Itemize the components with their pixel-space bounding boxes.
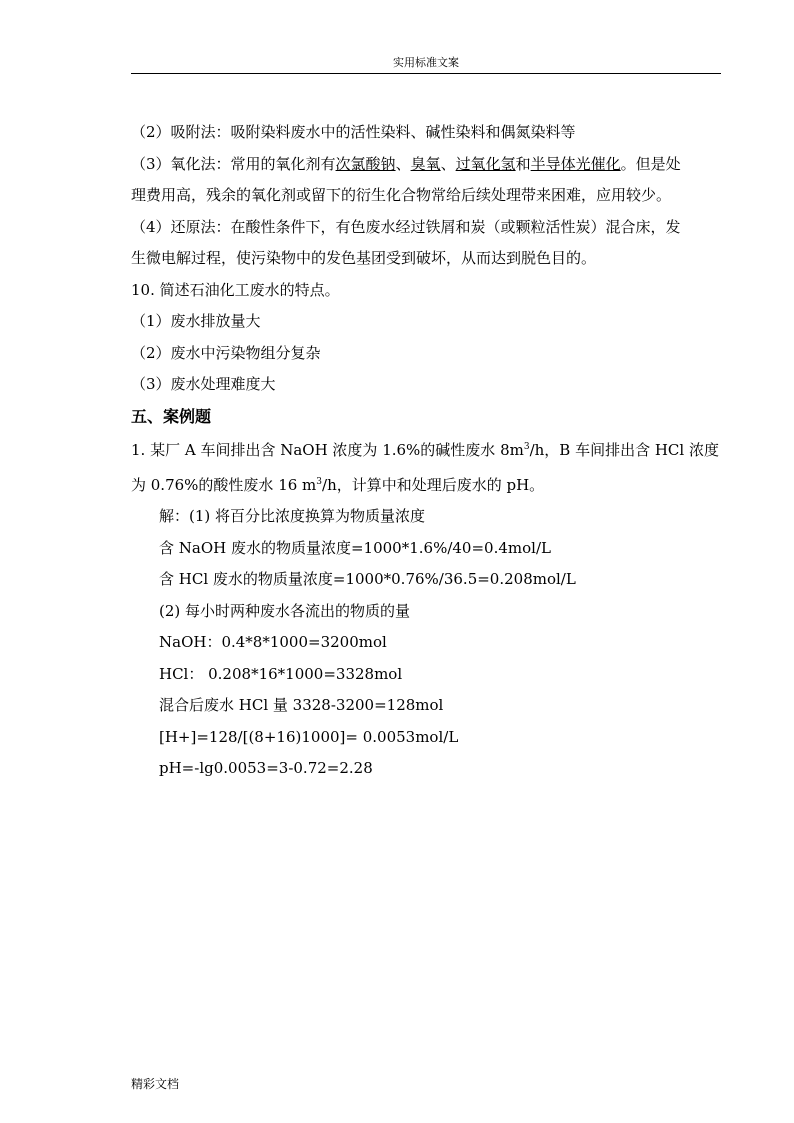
- solution-line: pH=-lg0.0053=3-0.72=2.28: [159, 759, 373, 777]
- underlined-term: 臭氧: [410, 154, 441, 173]
- solution-line: 解：(1) 将百分比浓度换算为物质量浓度: [159, 507, 426, 525]
- list-item: （1）废水排放量大: [131, 312, 261, 330]
- solution-line: (2) 每小时两种废水各流出的物质的量: [159, 601, 411, 620]
- solution-line: 含 NaOH 废水的物质量浓度=1000*1.6%/40=0.4mol/L: [159, 538, 551, 557]
- solution-line: 混合后废水 HCl 量 3328-3200=128mol: [159, 696, 444, 714]
- text-line: 生微电解过程，使污染物中的发色基团受到破坏，从而达到脱色目的。: [131, 249, 597, 267]
- text-line: 理费用高，残余的氧化剂或留下的衍生化合物常给后续处理带来困难，应用较少。: [131, 186, 672, 204]
- list-item: （3）废水处理难度大: [131, 375, 276, 393]
- list-item: （2）废水中污染物组分复杂: [131, 343, 321, 362]
- text-line: （4）还原法：在酸性条件下，有色废水经过铁屑和炭（或颗粒活性炭）混合床，发: [131, 217, 681, 236]
- underlined-term: 次氯酸钠: [335, 154, 396, 173]
- text-line: 为 0.76%的酸性废水 16 $m^3/h$，计算中和处理后废水的 pH。: [131, 475, 545, 494]
- text-line: （3）氧化法：常用的氧化剂有次氯酸钠、臭氧、过氧化氢和半导体光催化。但是处: [131, 154, 681, 173]
- document-body: [131, 117, 721, 785]
- underlined-term: 过氧化氢: [455, 154, 516, 173]
- page-header: 实用标准文案: [393, 56, 459, 69]
- text-line: （2）吸附法：吸附染料废水中的活性染料、碱性染料和偶氮染料等: [131, 123, 576, 141]
- underlined-term: 半导体光催化: [530, 154, 621, 173]
- solution-line: [H+]=128/[(8+16)1000]= 0.0053mol/L: [159, 727, 459, 746]
- question-title: 10. 简述石油化工废水的特点。: [131, 280, 340, 299]
- section-heading: 五、案例题: [131, 406, 212, 426]
- solution-line: NaOH：0.4*8*1000=3200mol: [159, 633, 387, 651]
- solution-line: HCl： 0.208*16*1000=3328mol: [159, 664, 403, 683]
- header-rule: [131, 73, 721, 74]
- solution-line: 含 HCl 废水的物质量浓度=1000*0.76%/36.5=0.208mol/L: [159, 570, 576, 588]
- page-footer: 精彩文档: [131, 1077, 180, 1091]
- text-line: 1. 某厂 A 车间排出含 NaOH 浓度为 1.6%的碱性废水 $8m^3/h$，B 车间排出含 HCl 浓度: [131, 441, 719, 459]
